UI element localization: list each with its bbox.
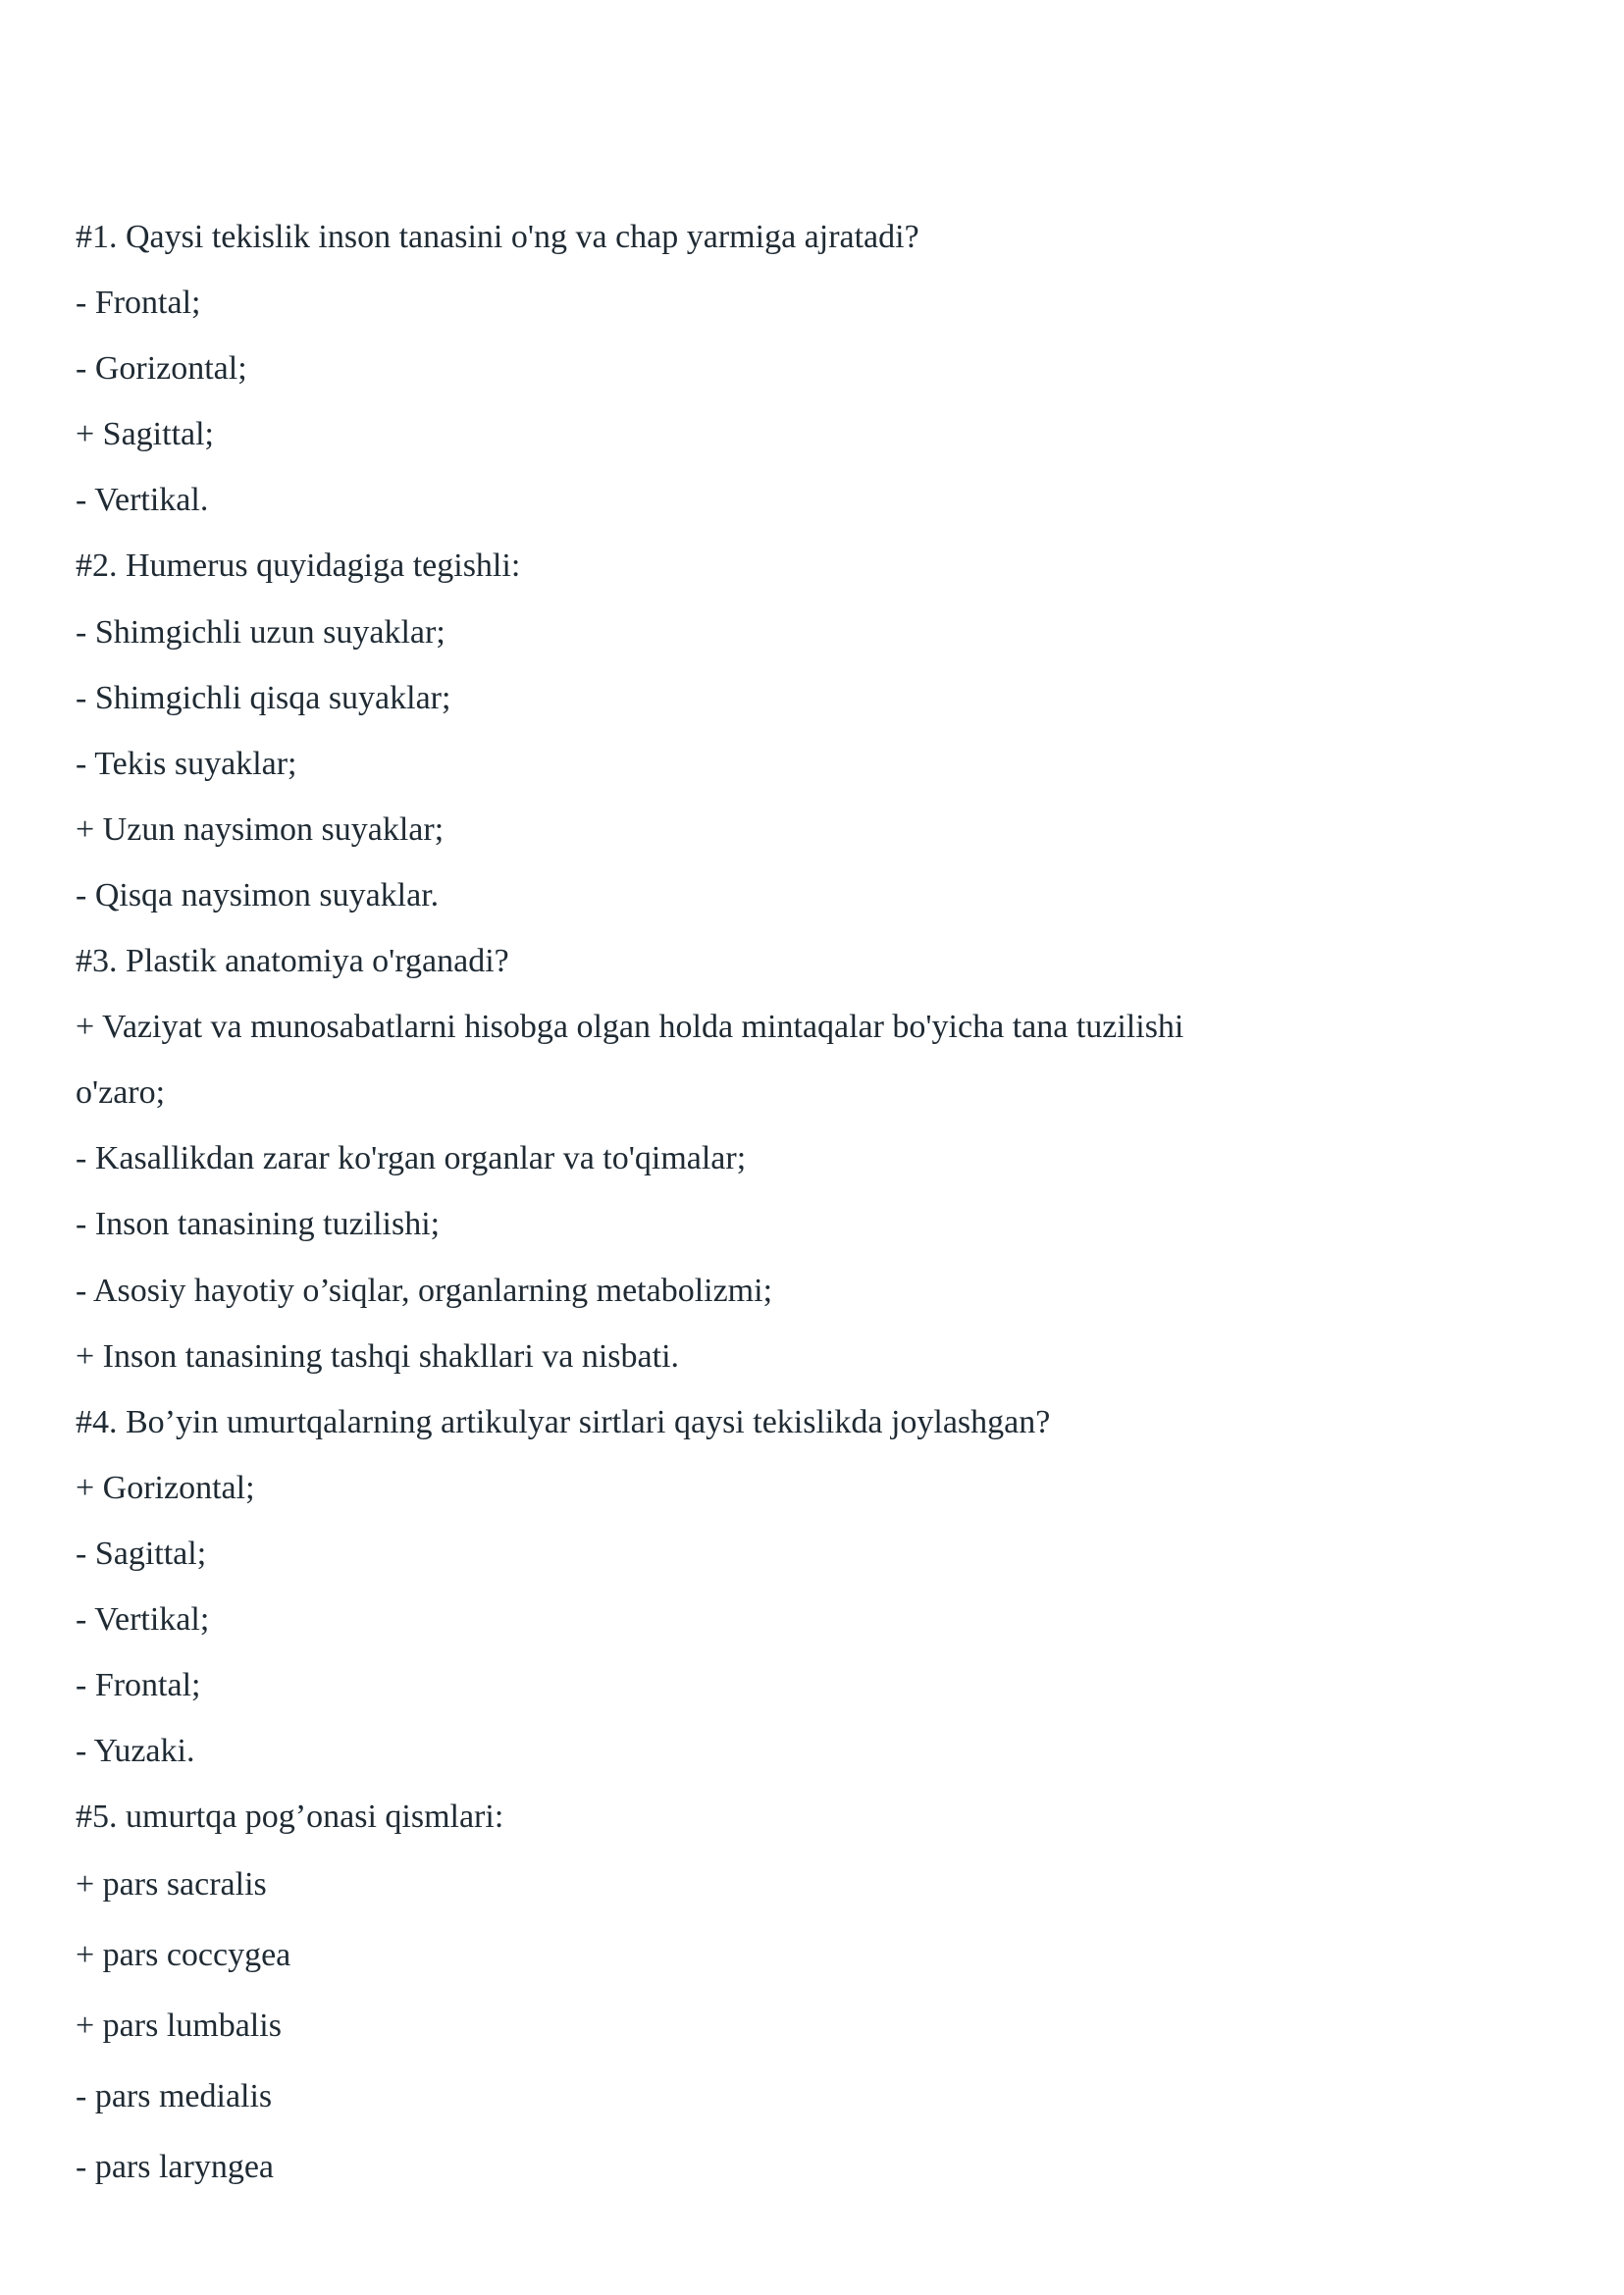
answer-option-continuation: o'zaro;	[76, 1074, 166, 1112]
answer-option: - Gorizontal;	[76, 350, 247, 388]
answer-option: - Inson tanasining tuzilishi;	[76, 1206, 441, 1243]
answer-option: - Shimgichli qisqa suyaklar;	[76, 679, 451, 716]
answer-option-correct: + pars coccygea	[76, 1937, 291, 1974]
question-block-1	[76, 204, 1547, 533]
answer-option-correct: + Uzun naysimon suyaklar;	[76, 810, 445, 848]
answer-option: - Vertikal.	[76, 482, 209, 519]
answer-option-correct: + pars sacralis	[76, 1866, 267, 1904]
answer-option-correct: + pars lumbalis	[76, 2008, 282, 2045]
answer-option-correct: + Gorizontal;	[76, 1469, 255, 1506]
answer-option-correct: + Sagittal;	[76, 416, 214, 453]
question-text: #4. Bo’yin umurtqalarning artikulyar sirtlari qaysi tekislikda joylashgan?	[76, 1403, 1051, 1440]
answer-option: - Shimgichli uzun suyaklar;	[76, 613, 445, 651]
question-block-3	[76, 928, 1547, 1389]
question-text: #2. Humerus quyidagiga tegishli:	[76, 548, 521, 585]
question-block-5	[76, 1784, 1547, 2203]
answer-option-correct: + Vaziyat va munosabatlarni hisobga olgan holda mintaqalar bo'yicha tana tuzilishi	[76, 1009, 1184, 1046]
answer-option-correct: + Inson tanasining tashqi shakllari va nisbati.	[76, 1337, 680, 1375]
answer-option: - Frontal;	[76, 1667, 201, 1704]
answer-option: - Asosiy hayotiy o’siqlar, organlarning metabolizmi;	[76, 1272, 773, 1309]
answer-option: - Vertikal;	[76, 1600, 210, 1638]
question-block-2	[76, 533, 1547, 928]
answer-option: - pars laryngea	[76, 2149, 275, 2186]
answer-option: - Frontal;	[76, 285, 201, 322]
question-text: #1. Qaysi tekislik inson tanasini o'ng va chap yarmiga ajratadi?	[76, 219, 919, 255]
quiz-content	[76, 204, 1547, 2203]
answer-option: - Tekis suyaklar;	[76, 745, 297, 782]
question-block-4	[76, 1389, 1547, 1785]
answer-options-group	[76, 1850, 1547, 2203]
answer-option: - Yuzaki.	[76, 1733, 195, 1770]
question-text: #3. Plastik anatomiya o'rganadi?	[76, 943, 509, 980]
answer-option: - Sagittal;	[76, 1535, 207, 1572]
question-text: #5. umurtqa pog’onasi qismlari:	[76, 1799, 504, 1836]
answer-option: - pars medialis	[76, 2078, 273, 2115]
answer-option: - Kasallikdan zarar ko'rgan organlar va to'qimalar;	[76, 1140, 747, 1177]
answer-option: - Qisqa naysimon suyaklar.	[76, 876, 440, 913]
